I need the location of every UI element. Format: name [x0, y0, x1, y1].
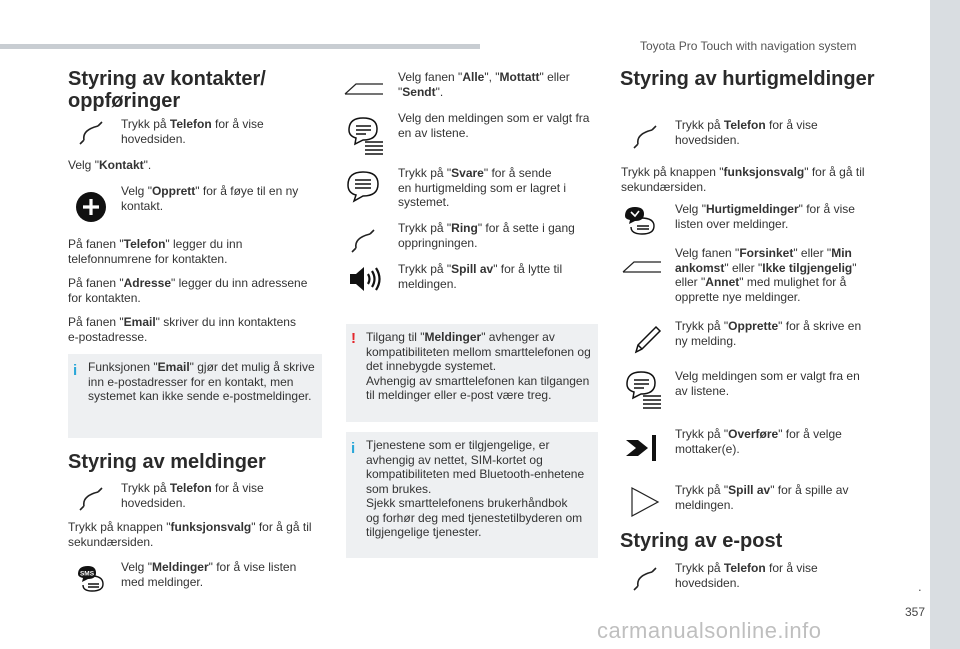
page-number: 357	[905, 605, 926, 619]
handset-icon	[628, 120, 662, 154]
messages-step-5: Velg den meldingen som er valgt fra en av listene.	[398, 111, 590, 140]
contacts-step-6: På fanen "Email" skriver du inn kontaktens e-postadresse.	[68, 315, 296, 344]
tab-bar-icon	[620, 252, 664, 286]
pencil-icon	[630, 322, 664, 356]
quick-step-7: Trykk på "Overføre" for å velge mottaker(e).	[675, 427, 842, 456]
quick-step-6: Velg meldingen som er valgt fra en av listene.	[675, 369, 860, 398]
warning-icon: !	[351, 330, 356, 347]
quick-step-5: Trykk på "Opprette" for å skrive en ny melding.	[675, 319, 862, 348]
messages-step-4: Velg fanen "Alle", "Mottatt" eller "Sendt".	[398, 70, 570, 99]
heading-quick-messages: Styring av hurtigmeldinger	[620, 68, 875, 90]
quick-step-4: Velg fanen "Forsinket" eller "Min ankomst" eller "Ikke tilgjengelig" eller "Annet" med mulighet for å opprette nye meldinger.	[675, 246, 857, 304]
add-circle-icon	[74, 190, 108, 224]
sms-icon	[74, 562, 108, 596]
messages-step-2: Trykk på knappen "funksjonsvalg" for å gå til sekundærsiden.	[68, 520, 312, 549]
messages-step-8: Trykk på "Spill av" for å lytte til meldingen.	[398, 262, 563, 291]
email-step-1: Trykk på Telefon for å vise hovedsiden.	[675, 561, 818, 590]
quick-step-1: Trykk på Telefon for å vise hovedsiden.	[675, 118, 818, 147]
speaker-icon	[346, 262, 386, 296]
heading-email: Styring av e-post	[620, 530, 783, 552]
heading-messages: Styring av meldinger	[68, 451, 266, 473]
message-list-icon	[344, 114, 386, 156]
end-dot: .	[918, 579, 922, 594]
messages-step-6: Trykk på "Svare" for å sende en hurtigmelding som er lagret i systemet.	[398, 166, 567, 209]
contacts-step-2: Velg "Kontakt".	[68, 158, 152, 172]
handset-icon	[74, 482, 108, 516]
quick-step-8: Trykk på "Spill av" for å spille av meldingen.	[675, 483, 849, 512]
heading-contacts: Styring av kontakter/ oppføringer	[68, 68, 266, 112]
info-icon: i	[351, 440, 356, 457]
page-edge-tab	[930, 0, 960, 649]
contacts-step-1: Trykk på Telefon for å vise hovedsiden.	[121, 117, 264, 146]
info-note-services: i Tjenestene som er tilgjengelige, er avhengig av nettet, SIM-kortet og kompatibiliteten med Bluetooth-enhetene som brukes. Sjekk smarttelefonens brukerhåndbok og forhør deg med tjenestetilbyderen om tilgjengelige tjenester.	[346, 432, 598, 558]
sms-label: SMS	[79, 570, 95, 578]
messages-step-7: Trykk på "Ring" for å sette i gang oppringningen.	[398, 221, 575, 250]
quick-step-3: Velg "Hurtigmeldinger" for å vise listen over meldinger.	[675, 202, 855, 231]
info-note-email: i Funksjonen "Email" gjør det mulig å skrive inn e-postadresser for en kontakt, men systemet kan ikke sende e-postmeldinger.	[68, 354, 322, 438]
watermark: carmanualsonline.info	[597, 618, 822, 643]
tab-bar-icon	[342, 72, 386, 106]
contacts-step-4: På fanen "Telefon" legger du inn telefonnumrene for kontakten.	[68, 237, 243, 266]
contacts-step-3: Velg "Opprett" for å føye til en ny kontakt.	[121, 184, 299, 213]
reply-message-icon	[344, 168, 382, 206]
top-rule	[0, 44, 480, 49]
play-icon	[626, 484, 662, 520]
message-list-icon	[622, 368, 664, 410]
warning-note-messages: ! Tilgang til "Meldinger" avhenger av kompatibiliteten mellom smarttelefonen og det innebygde systemet. Avhengig av smarttelefonen kan tilgangen til meldinger eller e-post være treg.	[346, 324, 598, 422]
handset-icon	[628, 562, 662, 596]
running-header: Toyota Pro Touch with navigation system	[640, 39, 857, 53]
contacts-step-5: På fanen "Adresse" legger du inn adressene for kontakten.	[68, 276, 308, 305]
info-icon: i	[73, 362, 78, 379]
handset-icon	[346, 224, 380, 258]
quick-step-2: Trykk på knappen "funksjonsvalg" for å gå til sekundærsiden.	[621, 165, 865, 194]
messages-step-3: Velg "Meldinger" for å vise listen med meldinger.	[121, 560, 297, 589]
messages-step-1: Trykk på Telefon for å vise hovedsiden.	[121, 481, 264, 510]
handset-icon	[74, 116, 108, 150]
quick-message-icon	[622, 204, 662, 240]
forward-icon	[624, 430, 660, 466]
